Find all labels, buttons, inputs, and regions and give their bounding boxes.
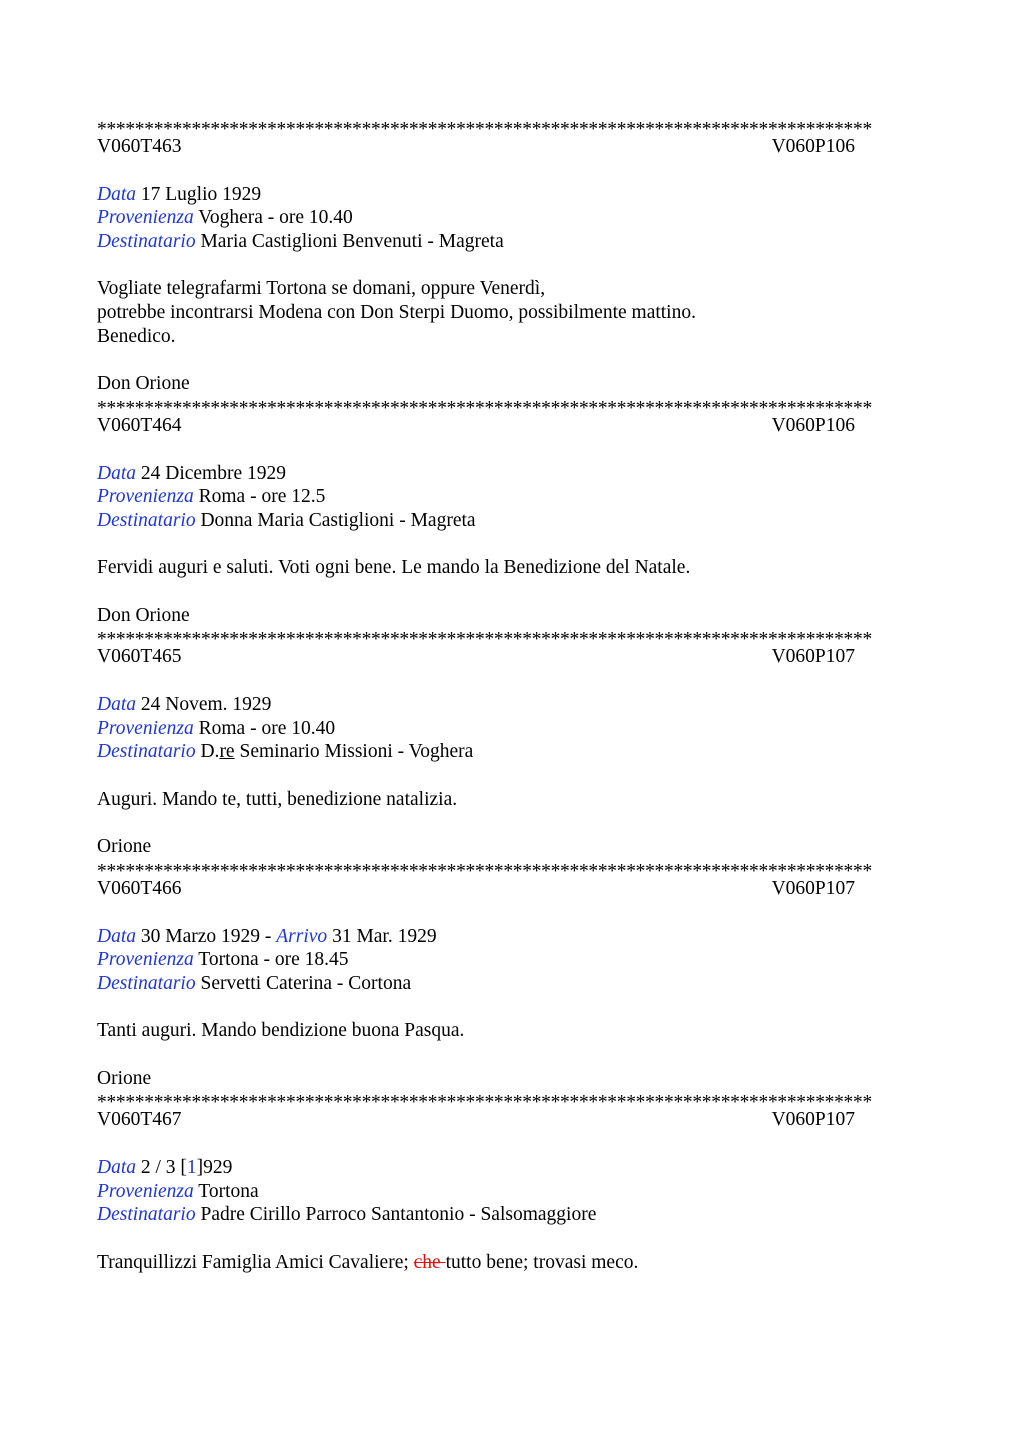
recipient-value: Maria Castiglioni Benvenuti - Magreta — [200, 231, 504, 253]
entry-header — [97, 414, 855, 438]
destinatario-label: Destinatario — [97, 231, 196, 253]
page-ref: V060P107 — [771, 1109, 855, 1131]
origin-value: Voghera - ore 10.40 — [198, 207, 353, 229]
separator: ********************************************************************************** — [97, 1092, 872, 1109]
origin-line — [97, 485, 923, 509]
date-line — [97, 1156, 923, 1180]
signature: Orione — [97, 836, 152, 858]
recipient-value: Servetti Caterina - Cortona — [200, 972, 412, 994]
page-ref: V060P106 — [771, 136, 855, 157]
origin-line — [97, 948, 923, 972]
date-line — [97, 462, 923, 486]
data-label: Data — [97, 462, 136, 484]
entry-header — [97, 1108, 855, 1132]
origin-line — [97, 1180, 923, 1204]
origin-value: Tortona — [198, 1180, 259, 1202]
date-value: 24 Novem. 1929 — [140, 694, 272, 716]
data-label: Data — [97, 183, 136, 205]
recipient-line — [97, 509, 923, 533]
data-label: Data — [97, 694, 136, 716]
provenienza-label: Provenienza — [97, 717, 194, 739]
signature: Don Orione — [97, 373, 190, 395]
body-line: Auguri. Mando te, tutti, benedizione natalizia. — [97, 788, 458, 810]
body-line: Benedico. — [97, 325, 176, 347]
recipient-line — [97, 740, 923, 764]
date-value: 17 Luglio 1929 — [140, 183, 262, 205]
provenienza-label: Provenienza — [97, 949, 194, 971]
telegram-id: V060T464 — [97, 414, 182, 436]
recipient-line — [97, 230, 923, 254]
origin-value: Roma - ore 10.40 — [198, 717, 336, 739]
recipient-rest: Seminario Missioni - Voghera — [234, 741, 474, 763]
body-line: Tanti auguri. Mando bendizione buona Pasqua. — [97, 1020, 465, 1042]
entry-header — [97, 877, 855, 901]
telegram-id: V060T466 — [97, 877, 182, 899]
body-text: Tranquillizzi Famiglia Amici Cavaliere; — [97, 1251, 414, 1273]
recipient-line — [97, 1203, 923, 1227]
body-line: potrebbe incontrarsi Modena con Don Sterpi Duomo, possibilmente mattino. — [97, 302, 696, 324]
date-line — [97, 693, 923, 717]
body-line: Vogliate telegrafarmi Tortona se domani, oppure Venerdì, — [97, 278, 546, 300]
page-ref: V060P107 — [771, 646, 855, 668]
destinatario-label: Destinatario — [97, 972, 196, 994]
signature: Don Orione — [97, 604, 190, 626]
body-line — [97, 1251, 923, 1275]
date-line — [97, 183, 923, 207]
entry-header — [97, 135, 855, 159]
entry-header — [97, 645, 855, 669]
recipient-value: Padre Cirillo Parroco Santantonio - Salsomaggiore — [200, 1204, 597, 1226]
date-value: 30 Marzo 1929 - — [140, 925, 277, 947]
data-label: Data — [97, 1157, 136, 1179]
page-ref: V060P106 — [771, 414, 855, 436]
date-prefix: 2 / 3 [ — [140, 1157, 187, 1179]
body-text-rest: tutto bene; trovasi meco. — [445, 1251, 639, 1273]
recipient-abbrev: re — [219, 741, 235, 763]
recipient-value: Donna Maria Castiglioni - Magreta — [200, 509, 476, 531]
provenienza-label: Provenienza — [97, 1180, 194, 1202]
data-label: Data — [97, 925, 136, 947]
separator: ********************************************************************************** — [97, 397, 872, 414]
separator: ********************************************************************************** — [97, 119, 872, 135]
date-value: 24 Dicembre 1929 — [140, 462, 287, 484]
date-suffix: ]929 — [196, 1157, 233, 1179]
origin-value: Roma - ore 12.5 — [198, 486, 326, 508]
destinatario-label: Destinatario — [97, 509, 196, 531]
destinatario-label: Destinatario — [97, 1204, 196, 1226]
destinatario-label: Destinatario — [97, 741, 196, 763]
provenienza-label: Provenienza — [97, 207, 194, 229]
document-page — [97, 117, 923, 1275]
telegram-id: V060T467 — [97, 1109, 182, 1131]
arrivo-label: Arrivo — [276, 925, 328, 947]
origin-line — [97, 717, 923, 741]
recipient-line — [97, 972, 923, 996]
body-line: Fervidi auguri e saluti. Voti ogni bene. Le mando la Benedizione del Natale. — [97, 557, 691, 579]
separator: ********************************************************************************** — [97, 860, 872, 877]
deleted-text: che — [413, 1251, 446, 1273]
origin-value: Tortona - ore 18.45 — [198, 949, 349, 971]
arrival-value: 31 Mar. 1929 — [332, 925, 437, 947]
telegram-id: V060T463 — [97, 136, 182, 157]
date-line — [97, 925, 923, 949]
provenienza-label: Provenienza — [97, 486, 194, 508]
date-insertion: 1 — [186, 1157, 197, 1179]
page-ref: V060P107 — [771, 877, 855, 899]
separator: ********************************************************************************** — [97, 629, 872, 646]
recipient-prefix: D. — [200, 741, 220, 763]
signature: Orione — [97, 1067, 152, 1089]
origin-line — [97, 206, 923, 230]
telegram-id: V060T465 — [97, 646, 182, 668]
